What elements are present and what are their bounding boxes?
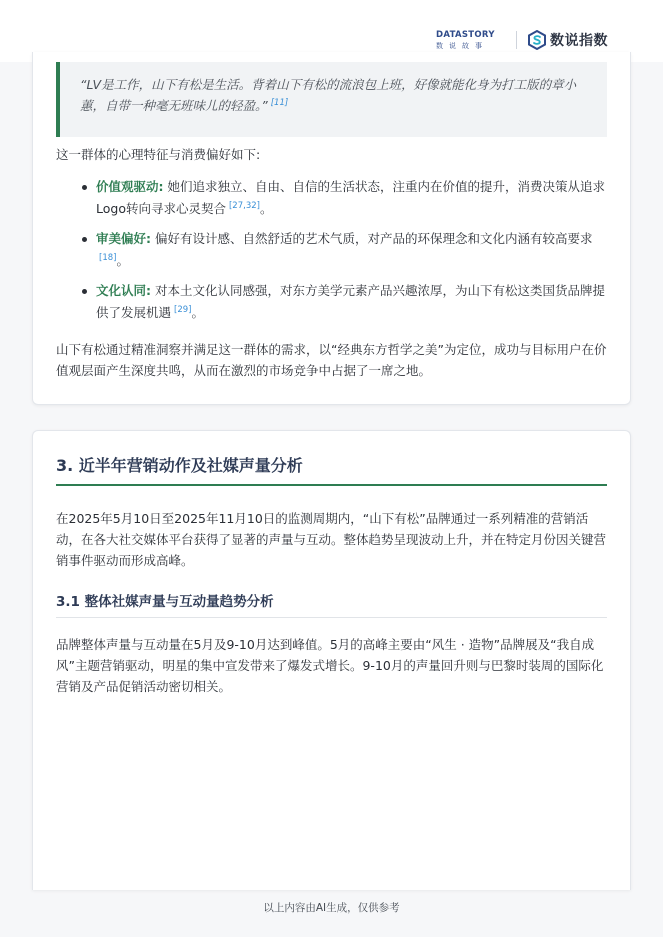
bullet-dot-icon	[82, 289, 87, 294]
trait-end: 。	[116, 253, 129, 268]
list-item	[56, 228, 609, 272]
bullet-dot-icon	[82, 185, 87, 190]
audience-traits-list	[56, 176, 609, 332]
logo-divider	[516, 31, 517, 49]
shuoshuo-index-logo	[528, 29, 608, 51]
trait-key: 文化认同:	[96, 283, 151, 298]
trait-text: 对本土文化认同感强，对东方美学元素产品兴趣浓厚，为山下有松这类国货品牌提供了发展机遇	[96, 283, 605, 320]
section-card-marketing	[32, 430, 631, 890]
datastory-logo-text: DATASTORY	[436, 30, 495, 40]
trait-end: 。	[191, 305, 204, 320]
audience-conclusion: 山下有松通过精准洞察并满足这一群体的需求，以“经典东方哲学之美”为定位，成功与目标用户在价值观层面产生深度共鸣，从而在激烈的市场竞争中占据了一席之地。	[56, 342, 607, 378]
citation-link[interactable]: [29]	[174, 304, 192, 315]
section-card-audience	[32, 52, 631, 405]
ai-disclaimer: 以上内容由AI生成，仅供参考	[263, 902, 400, 914]
user-quote-block	[56, 62, 607, 137]
subsection-title: 3.1 整体社媒声量与互动量趋势分析	[56, 594, 274, 610]
section-paragraph: 在2025年5月10日至2025年11月10日的监测周期内，“山下有松”品牌通过一系列精准的营销活动，在各大社交媒体平台获得了显著的声量与互动。整体趋势呈现波动上升，并在特定月份因关键营销事件驱动而形成高峰。	[56, 511, 607, 568]
hexagon-s-icon	[528, 30, 546, 50]
datastory-logo-cn: 数说故事	[436, 42, 488, 50]
citation-link[interactable]: [18]	[99, 252, 117, 263]
list-item	[56, 280, 609, 324]
section-title-underline	[56, 484, 607, 486]
list-item	[56, 176, 609, 220]
trait-text: 她们追求独立、自由、自信的生活状态，注重内在价值的提升，消费决策从追求Logo转向寻求心灵契合	[96, 179, 605, 216]
trait-key: 审美偏好:	[96, 231, 151, 246]
trait-key: 价值观驱动:	[96, 179, 164, 194]
section-title: 3. 近半年营销动作及社媒声量分析	[56, 456, 303, 475]
trait-end: 。	[259, 201, 273, 216]
bullet-dot-icon	[82, 237, 87, 242]
citation-link[interactable]: [11]	[270, 97, 289, 108]
subsection-divider	[56, 617, 607, 618]
citation-link[interactable]: [27,32]	[228, 200, 260, 211]
quote-text: “LV是工作，山下有松是生活。背着山下有松的流浪包上班，好像就能化身为打工版的章小蕙，自带一种毫无班味儿的轻盈。”	[80, 77, 577, 113]
audience-intro: 这一群体的心理特征与消费偏好如下:	[56, 147, 261, 162]
datastory-logo	[436, 30, 506, 51]
subsection-paragraph: 品牌整体声量与互动量在5月及9-10月达到峰值。5月的高峰主要由“风生 · 造物”品牌展及“我自成风”主题营销驱动，明星的集中宣发带来了爆发式增长。9-10月的声量回升则与巴黎时装周的国际化营销及产品促销活动密切相关。	[56, 637, 604, 694]
shuoshuo-index-logo-text: 数说指数	[550, 33, 608, 49]
trait-text: 偏好有设计感、自然舒适的艺术气质，对产品的环保理念和文化内涵有较高要求	[154, 231, 593, 246]
